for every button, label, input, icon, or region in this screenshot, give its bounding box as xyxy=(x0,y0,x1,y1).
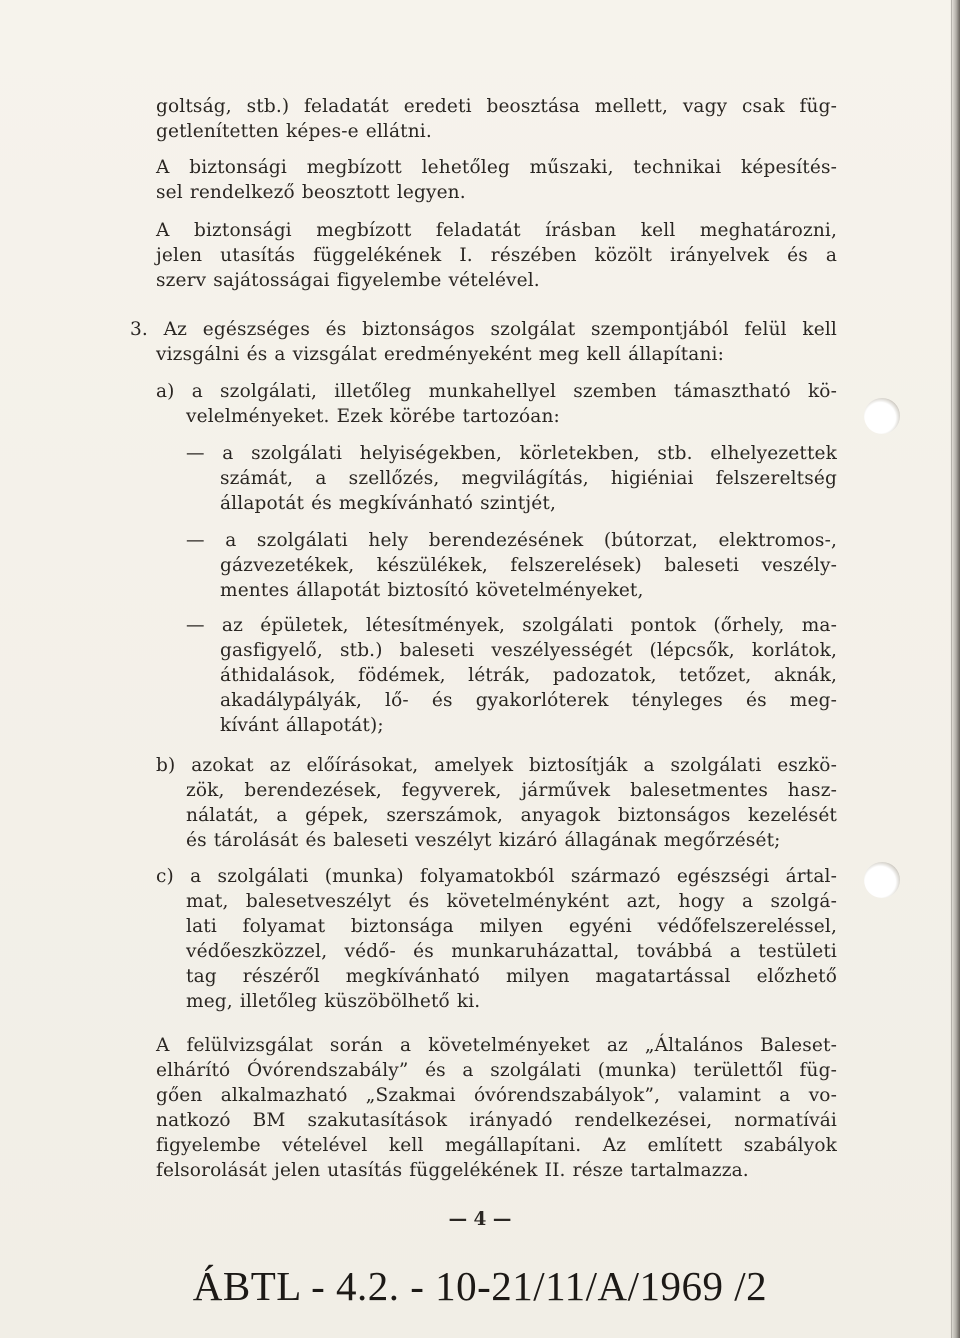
text-line: állapotát és megkívánható szintjét, xyxy=(220,493,556,514)
text-line: — a szolgálati hely berendezésének (bútorzat, elektromos-, xyxy=(186,530,837,551)
text-line: — a szolgálati helyiségekben, körletekben, stb. elhelyezettek xyxy=(186,443,837,464)
page-number: — 4 — xyxy=(448,1209,512,1230)
text-line: A felülvizsgálat során a követelményeket az „Általános Baleset- xyxy=(156,1035,837,1056)
text-line: gően alkalmazható „Szakmai óvórendszabályok”, valamint a vo- xyxy=(156,1085,837,1106)
text-line: elhárító Óvórendszabály” és a szolgálati (munka) területtől füg- xyxy=(156,1060,837,1081)
text-line: jelen utasítás függelékének I. részében közölt irányelvek és a xyxy=(156,245,837,266)
text-line: tag részéről megkívánható milyen magatartással előzhető xyxy=(186,966,837,987)
text-line: velelményeket. Ezek körébe tartozóan: xyxy=(186,406,560,427)
punch-hole-top xyxy=(864,398,900,434)
text-line: lati folyamat biztonsága milyen egyéni védőfelszereléssel, xyxy=(186,916,837,937)
text-line: getlenítetten képes-e ellátni. xyxy=(156,121,432,142)
text-line: felsorolását jelen utasítás függelékének II. része tartalmazza. xyxy=(156,1160,749,1181)
text-line: gasfigyelő, stb.) baleseti veszélyességét (lépcsők, korlátok, xyxy=(220,640,837,661)
text-line: kívánt állapotát); xyxy=(220,715,384,736)
text-line: vizsgálni és a vizsgálat eredményeként meg kell állapítani: xyxy=(156,344,724,365)
text-line: nálatát, a gépek, szerszámok, anyagok biztonságos kezelését xyxy=(186,805,837,826)
text-line: és tárolását és baleseti veszélyt kizáró állagának megőrzését; xyxy=(186,830,781,851)
text-line: gázvezetékek, készülékek, felszerelések) baleseti veszély- xyxy=(220,555,837,576)
text-line: c) a szolgálati (munka) folyamatokból származó egészségi ártal- xyxy=(156,866,837,887)
text-line: b) azokat az előírásokat, amelyek biztosítják a szolgálati eszkö- xyxy=(156,755,837,776)
text-line: figyelembe vételével kell megállapítani. Az említett szabályok xyxy=(156,1135,837,1156)
archive-reference-stamp: ÁBTL - 4.2. - 10-21/11/A/1969 /2 xyxy=(192,1263,768,1309)
text-line: meg, illetőleg küszöbölhető ki. xyxy=(186,991,481,1012)
text-line: áthidalások, födémek, létrák, padozatok, tetőzet, aknák, xyxy=(220,665,837,686)
text-line: mentes állapotát biztosító követelményeket, xyxy=(220,580,644,601)
text-line: goltság, stb.) feladatát eredeti beosztása mellett, vagy csak füg- xyxy=(156,96,837,117)
text-line: a) a szolgálati, illetőleg munkahellyel szemben támasztható kö- xyxy=(156,381,837,402)
text-line: A biztonsági megbízott lehetőleg műszaki, technikai képesítés- xyxy=(156,157,837,178)
text-line: zök, berendezések, fegyverek, járművek balesetmentes hasz- xyxy=(186,780,837,801)
text-line: A biztonsági megbízott feladatát írásban kell meghatározni, xyxy=(156,220,837,241)
text-line: mat, balesetveszélyt és követelményként azt, hogy a szolgá- xyxy=(186,891,837,912)
text-line: — az épületek, létesítmények, szolgálati pontok (őrhely, ma- xyxy=(186,615,837,636)
punch-hole-bottom xyxy=(864,862,900,898)
page-edge-shadow xyxy=(950,0,960,1338)
text-line: szerv sajátosságai figyelembe vételével. xyxy=(156,270,540,291)
text-line: védőeszközzel, védő- és munkaruházattal, továbbá a testületi xyxy=(186,941,837,962)
text-line: natkozó BM szakutasítások irányadó rendelkezései, normatívái xyxy=(156,1110,837,1131)
text-line: sel rendelkező beosztott legyen. xyxy=(156,182,466,203)
text-line: számát, a szellőzés, megvilágítás, higiéniai felszereltség xyxy=(220,468,837,489)
text-line: akadálypályák, lő- és gyakorlóterek tényleges és meg- xyxy=(220,690,837,711)
text-line: 3. Az egészséges és biztonságos szolgálat szempontjából felül kell xyxy=(130,319,837,340)
